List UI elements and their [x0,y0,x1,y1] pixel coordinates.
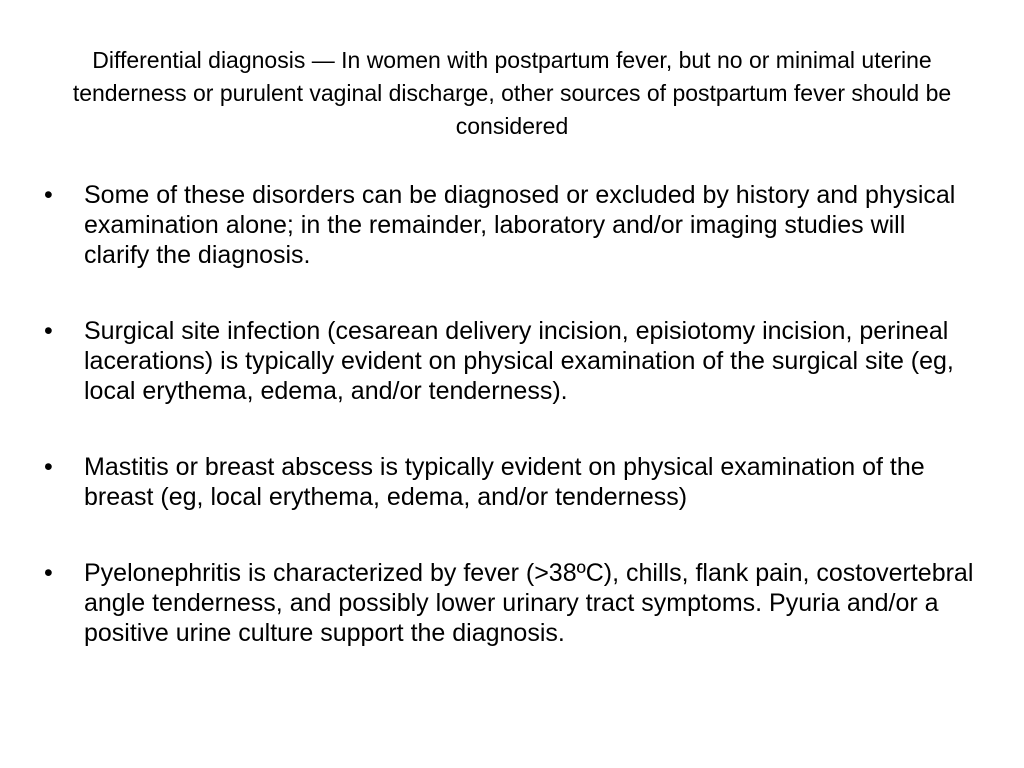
bullet-item-pyelonephritis [44,558,974,648]
bullet-text: Some of these disorders can be diagnosed or excluded by history and physical examination alone; in the remainder, laboratory and/or imaging studies will clarify the diagnosis. [84,181,956,269]
bullet-icon: • [44,317,53,345]
bullet-icon: • [44,181,53,209]
bullet-item-mastitis [44,452,974,512]
bullet-icon: • [44,453,53,481]
slide-title: Differential diagnosis — In women with postpartum fever, but no or minimal uterine tenderness or purulent vaginal discharge, other sources of postpartum fever should be considered [72,47,952,139]
bullet-text: Mastitis or breast abscess is typically evident on physical examination of the breast (eg, local erythema, edema, and/or tenderness) [84,453,925,511]
bullet-text: Pyelonephritis is characterized by fever (>38ºC), chills, flank pain, costovertebral angle tenderness, and possibly lower urinary tract symptoms. Pyuria and/or a positive urine culture support the diagnosis. [84,559,974,647]
bullet-item-surgical-site [44,316,974,406]
bullet-text: Surgical site infection (cesarean delivery incision, episiotomy incision, perineal lacerations) is typically evident on physical examination of the surgical site (eg, local erythema, edema, and/or tenderness). [84,317,954,405]
bullet-item-history-exam [44,180,974,270]
bullet-list [44,180,974,648]
bullet-icon: • [44,559,53,587]
